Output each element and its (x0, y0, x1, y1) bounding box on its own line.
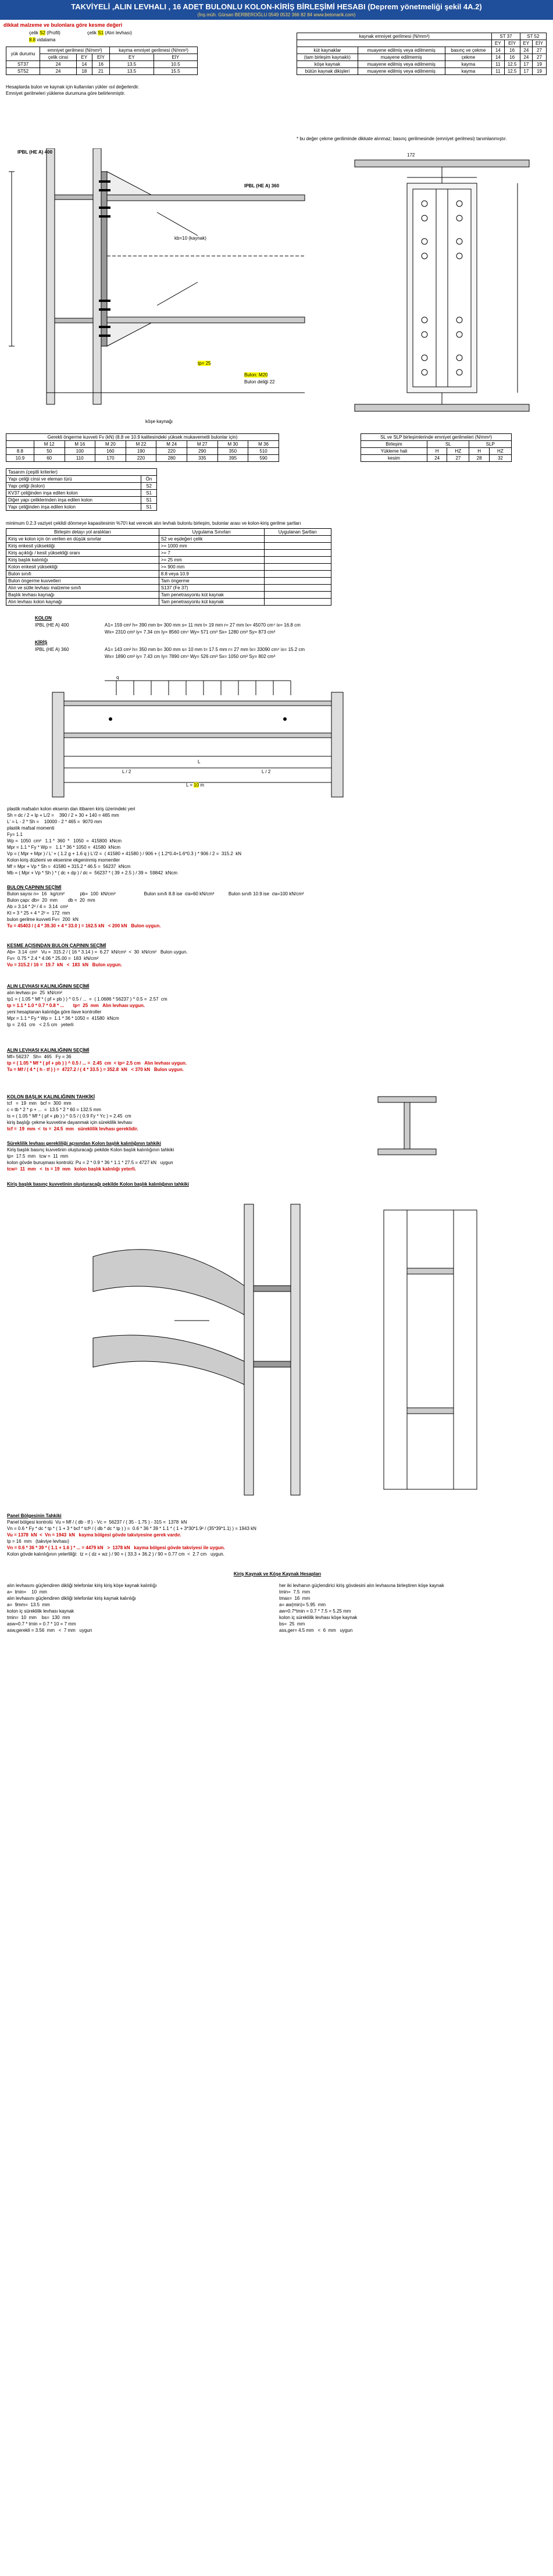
calc-plate-thickness-2: ALIN LEVHASI KALINLIĞININ SEÇİMİ Mf= 56237 Sh= 465 Fy = 36 tp = ( 1.05 * Mf * ( pf + pb ) ) ^ 0.5 / ... = 2.45 cm < tp= 2.5 cm Alın levhası uygun. Tu = Mf / ( 4 * ( h - tf ) ) = 4727.2 / ( 4 * 33.5 ) = 352.8 kN < 370 kN Bulon uygun. (7, 1047, 548, 1073)
section-title: BULON ÇAPININ SEÇİMİ (7, 885, 62, 890)
table-row: Alın levhası kolon kaynağı Tam penetrasyonlu küt kaynak (6, 599, 331, 606)
table-row: (tam birleşim kaynaklı) muayene edilmemiş çekme 14 16 24 27 (297, 54, 547, 61)
section-title: Panel Bölgesinin Tahkiki (7, 1513, 62, 1518)
column-profile-label: IPBL (HE A) 400 (17, 150, 53, 155)
col-caption: yük durumu (6, 47, 40, 61)
column-profile-name: IPBL (HE A) 400 (35, 622, 69, 628)
table-row: 10.9 60 110 170 220 280 335 395 590 (6, 455, 279, 462)
table-row: 8.8 50 100 160 190 220 290 350 510 (6, 448, 279, 455)
endplate-front-drawing (343, 148, 547, 422)
calc-weld-title (7, 1571, 548, 1577)
beam-profile-name: IPBL (HE A) 360 (35, 647, 69, 652)
steel-line-1: çelik S2 (Profil) (29, 30, 60, 35)
table-row: ST52 24 18 21 13.5 15.5 (6, 68, 198, 75)
span-label: L (198, 759, 201, 764)
calc-web-check (7, 1181, 548, 1187)
table-row: Kiriş açıklığı / kesit yüksekliği oranı >= 7 (6, 550, 331, 557)
table-row: Başlık levhası kaynağı Tam penetrasyonlu küt kaynak (6, 592, 331, 599)
stress-table-left: yük durumu emniyet gerilmesi (N/mm²) kayma emniyet gerilmesi (N/mm²) çelik cinsi EY EİY EY EİY ST37 24 14 16 13.5 10.5 ST52 24 18 21 13.5 15.5 (6, 47, 198, 75)
table-row: Yapı çeliği (kolon) S2 (6, 483, 157, 490)
dim-300: 172 (407, 152, 415, 158)
author-line: (İnş.müh. Gürsan BERBEROĞLU 0549 0532 366 82 84 www.betonarik.com) (197, 12, 356, 17)
calc-plate-thickness: ALIN LEVHASI KALINLIĞININ SEÇİMİ alın levhası p= 25 kN/cm² tp1 = ( 1.05 * Mf * ( pf + pb ) ) ^ 0.5 / ... = ( 1.0686 * 56237 ) ^ 0.5 = 2.57 cm tp = 1.1 * 1.0 * 0.7 * 0.8 * ... tp= 25 mm Alın levhası uygun. yeni hesaplanan kalınlığa göre ilave kontroller Mpr = 1.1 * Fy * Wp = 1.1 * 36 * 1050 = 41580 kNcm tp = 2.61 cm < 2.5 cm yeterli (7, 983, 548, 1028)
weld-label: köşe kaynağı (145, 419, 173, 424)
page-header (0, 0, 553, 20)
table-row: bütün kaynak dikişleri muayene edilmiş veya edilmemiş kayma 11 12.5 17 19 (297, 68, 547, 75)
calc-weld-left: alın levhasını güçlendiren dikliği telefonlar kiriş kiriş köşe kaynak kalınlığı a= tmin= 10 mm alın levhasını güçlendiren dikliği telefonlar kiriş kaynak kalınlığı a= 9mm= 13.5 mm kolon iç süreklilik levhası kaynak tmin= 10 mm bs= 130 mm asw=0.7 * tmin = 0.7 * 10 = 7 mm asw,gerekli = 3.56 mm < 7 mm uygun (7, 1583, 157, 1633)
section-title: Kiriş Kaynak ve Köşe Kaynak Hesapları (233, 1571, 322, 1577)
bolt-grade-line: 8.8 vidalama (29, 37, 56, 42)
table-row: Yapı çeliği cinsi ve eleman türü Ön (6, 476, 157, 483)
table-row: köşe kaynak muayene edilmiş veya edilmemiş kayma 11 12.5 17 19 (297, 61, 547, 68)
table-row: Bulon öngerme kuvvetleri Tam öngerme (6, 578, 331, 585)
calc-panel-zone: Panel Bölgesinin Tahkiki Panel bölgesi kontrolü Vu = Mf / ( db - tf ) - Vc = 56237 / ( 35 - 1.75 ) - 315 = 1378 kN Vn = 0.6 * Fy * dc * tp * ( 1 + 3 * bcf * tcf² / ( db * dc * tp ) ) = 0.6 * 36 * 39 * 1.1 * ( 1 + 3*30*1.9² / (35*39*1.1) ) = 1943 kN Vu = 1378 kN < Vn = 1943 kN kayma bölgesi gövde takviyesine gerek vardır. tp = 16 mm (takviye levhası) Vn = 0.6 * 36 * 39 * ( 1.1 + 1.6 ) * ... = 4479 kN > 1378 kN kayma bölgesi gövde takviyesi ile uygun. Kolon gövde kalınlığının yeterliliği: tz = ( dz + wz ) / 90 = ( 33.3 + 36.2 ) / 90 = 0.77 cm < 2.7 cm uygun. (7, 1513, 548, 1557)
calc-column-flange: KOLON BAŞLIK KALINLIĞININ TAHKİKİ tcf = 19 mm bcf = 300 mm c = tb * 2 * p + ... = 13.5 * 2 * 60 = 132.5 mm ts = ( 1.05 * Mf * ( pf + pb ) ) ^ 0.5 / ( 0.9 Fy * Yc ) = 2.45 cm kiriş başlığı çekme kuvvetine dayanmak için süreklilik levhası tcf = 19 mm < ts = 24.5 mm süreklilik levhası gereklidir. (7, 1094, 356, 1132)
half-span-left: L / 2 (122, 769, 131, 774)
bolt-preload-table: Gerekli öngerme kuvveti Fv (kN) (8.8 ve 10.9 kalitesindeki yüksek mukavemetli bulonlar için) M 12 M 16 M 20 M 22 M 24 M 27 M 30 M 36 8.8 50 100 160 190 220 290 350 510 10.9 60 110 170 220 280 335 395 590 (6, 433, 279, 462)
distributed-load-label: q (116, 675, 119, 680)
bolt-stress-table: SL ve SLP birleşimlerinde emniyet gerilmeleri (N/mm²) Birleşim SL SLP Yükleme hali H HZ H HZ kesim 24 27 28 32 (361, 433, 512, 462)
criteria-table: Birleşim detayı yol aralıkları Uygulama Sınırları Uygulanan Şartları Kiriş ve kolon için ön verilen en düşük sınırlar S2 ve eşdeğeri çelik Kiriş enkesit yüksekliği >= 1000 mm Kiriş açıklığı / kesit yüksekliği oranı >= 7 Kiriş başlık kalınlığı >= 25 mm Kolon enkesit yüksekliği >= 900 mm Bulon sınıfı 8.8 veya 10.9 Bulon öngerme kuvvetleri Tam öngerme Alın ve sütle levhası malzeme sınıfı S137 (Fe 37) Başlık levhası kaynağı Tam penetrasyonlu küt kaynak Alın levhası kolon kaynağı Tam penetrasyonlu küt kaynak (6, 528, 331, 606)
half-span-right: L / 2 (262, 769, 271, 774)
stress-right-note: * bu değer çekme geriliminde dikkate alınmaz; basınç gerilmesinde (emniyet gerilmesi) tanımlanmıştır. (297, 136, 507, 141)
section-title: Süreklilik levhası gerekliliği açısından Kolon başlık kalınlığının tahkiki (7, 1141, 161, 1146)
design-table: Tasarım (çeşitli kriterler) Yapı çeliği cinsi ve eleman türü Ön Yapı çeliği (kolon) S2 KV37 çeliğinden inşa edilen kolon S1 Diğer yapı çeliklerinden inşa edilen kolon S1 Yapı çeliğinden inşa edilen kolon S1 (6, 468, 157, 511)
table-row: Diğer yapı çeliklerinden inşa edilen kolon S1 (6, 497, 157, 504)
span-input[interactable]: 10 (194, 782, 199, 788)
calc-shear-check: KESME AÇISINDAN BULON ÇAPININ SEÇİMİ Ab= 3.14 cm² Vu = 315.2 / ( 16 * 3.14 ) = 6.27 kN/cm² < 30 kN/cm² Bulon uygun. Fv= 0.75 * 2.4 * 4.06 * 25.00 = 183 kN/cm² Vu = 315.2 / 16 = 19.7 kN < 183 kN Bulon uygun. (7, 942, 548, 968)
table-row: Kolon enkesit yüksekliği >= 900 mm (6, 564, 331, 571)
bolt-hole-label: Bulon deliği 22 (244, 379, 275, 385)
steel-grade-2[interactable]: S1 (98, 30, 104, 35)
warning-text: dikkat malzeme ve bulonlara göre kesme değeri (3, 22, 123, 28)
beam-props-1: A1= 143 cm² h= 350 mm b= 300 mm s= 10 mm t= 17.5 mm r= 27 mm Ix= 33090 cm⁴ ix= 15.2 cm (105, 647, 305, 652)
table-row: KV37 çeliğinden inşa edilen kolon S1 (6, 490, 157, 497)
table-row: küt kaynaklar muayene edilmiş veya edilmemiş basınç ve çekme 14 16 24 27 (297, 47, 547, 54)
table-row: Alın ve sütle levhası malzeme sınıfı S137 (Fe 37) (6, 585, 331, 592)
beam-profile-label: IPBL (HE A) 360 (244, 183, 280, 188)
section-title: KOLON BAŞLIK KALINLIĞININ TAHKİKİ (7, 1094, 95, 1100)
span-value: L = 10 m (186, 782, 205, 788)
beam-section-title: KİRİŞ (35, 640, 48, 645)
column-props-2: Wx= 2310 cm³ iy= 7.34 cm Iy= 8560 cm⁴ Wy= 571 cm³ Sx= 1280 cm³ Sy= 873 cm³ (105, 629, 276, 635)
steel-line-2: çelik S1 (Alın levhası) (87, 30, 132, 35)
table-row: Kiriş başlık kalınlığı >= 25 mm (6, 557, 331, 564)
stiffener-label: kb=10 (kaynak) (174, 236, 206, 241)
table-row: Kiriş ve kolon için ön verilen en düşük sınırlar S2 ve eşdeğeri çelik (6, 536, 331, 543)
section-title: ALIN LEVHASI KALINLIĞININ SEÇİMİ (7, 1048, 90, 1053)
steel-grade-1[interactable]: S2 (40, 30, 46, 35)
column-props-1: A1= 159 cm² h= 390 mm b= 300 mm s= 11 mm t= 19 mm r= 27 mm Ix= 45070 cm⁴ ix= 16.8 cm (105, 622, 301, 628)
section-title: KESME AÇISINDAN BULON ÇAPININ SEÇİMİ (7, 943, 106, 948)
beam-props-2: Wx= 1890 cm³ iy= 7.43 cm Iy= 7890 cm⁴ Wy= 526 cm³ Sx= 1050 cm³ Sy= 802 cm³ (105, 654, 276, 659)
section-title: Kiriş başlık basınç kuvvetinin oluşturacağı pekilde Kolon başlık kalınlığının tahkiki (7, 1182, 189, 1187)
page-title: TAKVİYELİ ,ALIN LEVHALI , 16 ADET BULONLU KOLON-KİRİŞ BİRLEŞİMİ HESABI (Deprem yönetmeliği şekil 4A.2) (71, 2, 482, 11)
bolt-label: Bulon: M20 (244, 372, 268, 378)
table-row: kesim 24 27 28 32 (361, 455, 512, 462)
calc-weld-right: her iki levhanın güçlendirici kiriş gövdesini alın levhasına birleştiren köşe kaynak tmin= 7.5 mm tmax= 16 mm a= aw(min)= 5.95 mm aw=0.7*tmin = 0.7 * 7.5 = 5.25 mm kolon iç süreklilik levhası köşe kaynak bs= 25 mm ass,ger= 4.5 mm < 6 mm uygun (279, 1583, 444, 1633)
calc-moments: plastik mafsalın kolon eksenin dan itibaren kiriş üzerindeki yeri Sh = dc / 2 + lp + L/2 = 390 / 2 + 30 + 140 = 465 mm L' = L - 2 * Sh = 10000 - 2 * 465 = 9070 mm plastik mafsal momenti Fy= 1.1 Wp = 1050 cm³ 1.1 * 360 * 1050 = 415800 kNcm Mpr = 1.1 * Fy * Wp = 1.1 * 36 * 1050 = 41580 kNcm Vp = ( Mpr + Mpr ) / L' + ( 1.2 g + 1.6 q ) L'/2 = ( 41580 + 41580 ) / 906 + ( 1.2*0.4+1.6*0.3 ) * 906 / 2 = 315.2 kN Kolon kiriş düzlemi ve eksenine ekgeninmiş momentler Mf = Mpr + Vp * Sh = 41580 + 315.2 * 46.5 = 56237 kNcm Mb = ( Mpr + Vp * Sh ) * ( dc + dp ) / dc = 56237 * ( 39 + 2.5 ) / 39 = 59842 kNcm (7, 806, 242, 876)
table-row: Bulon sınıfı 8.8 veya 10.9 (6, 571, 331, 578)
stress-note-1: Hesaplarda bulon ve kaynak için kullanılan yükler ısıl değerlerdir. (6, 84, 140, 90)
calc-bolt-design: BULON ÇAPININ SEÇİMİ Bulon sayısı n= 16 kg/cm² pb= 100 kN/cm² Bulon sınıfı 8.8 ise σa=60 kN/cm² Bulon sınıfı 10.9 ise σa=100 kN/cm² Bulon çapı: db= 20 mm db = 20 mm Ab = 3.14 * 2² / 4 = 3.14 cm² Kt = 3 * 25 + 4 * 2² = 172 mm bulon gerilme kuvveti Fv= 200 kN Tu = 45403 / ( 4 * 39.30 + 4 * 33.0 ) = 162.5 kN < 200 kN Bulon uygun. (7, 884, 548, 929)
calc-stiffener: Süreklilik levhası gerekliliği açısından Kolon başlık kalınlığının tahkiki Kiriş başlık basınç kuvvetinin oluşturacağı pekilde Kolon başlık kalınlığının tahkiki tp= 17.5 mm tcw = 11 mm kolon gövde buruşması kontrolü: Pu = 2 * 0.9 * 36 * 1.1 * 27.5 = 4727 kN uygun tcw= 11 mm < ts = 19 mm kolon başlık kalınlığı yeterli. (7, 1140, 548, 1172)
connection-detail-drawing (35, 1198, 512, 1501)
plate-thickness-label: tp= 25 (198, 361, 211, 366)
stress-note-2: Emniyet gerilmeleri yükleme durumuna göre belirlenmiştir. (6, 91, 126, 96)
table-row: Yapı çeliğinden inşa edilen kolon S1 (6, 504, 157, 511)
table-row: ST37 24 14 16 13.5 10.5 (6, 61, 198, 68)
stress-table-right: kaynak emniyet gerilmesi (N/mm²) ST 37 ST 52 EY EİY EY EİY küt kaynaklar muayene edilmiş veya edilmemiş basınç ve çekme 14 16 24 27 (tam birleşim kaynaklı) muayene edilmemiş çekme 14 16 24 27 köşe kaynak muayene edilmiş veya edilmemiş kayma 11 12.5 17 19 bütün kaynak dikişleri muayene edilmiş veya edilmemiş kayma 11 12.5 17 19 (297, 33, 547, 75)
section-title: ALIN LEVHASI KALINLIĞININ SEÇİMİ (7, 984, 90, 989)
column-section-title: KOLON (35, 615, 52, 621)
connection-elevation-drawing (6, 148, 331, 416)
bolt-grade[interactable]: 8.8 (29, 37, 36, 42)
table-row: Kiriş enkesit yüksekliği >= 1000 mm (6, 543, 331, 550)
criteria-caption: minimum 0.2.3 vaziyet çekildi dönmeye kapasitesinin %70'i kat verecek alın levhalı bulonlu birleşim, bulonlar arası ve kolon-kiriş gerilme şartları (6, 521, 301, 526)
